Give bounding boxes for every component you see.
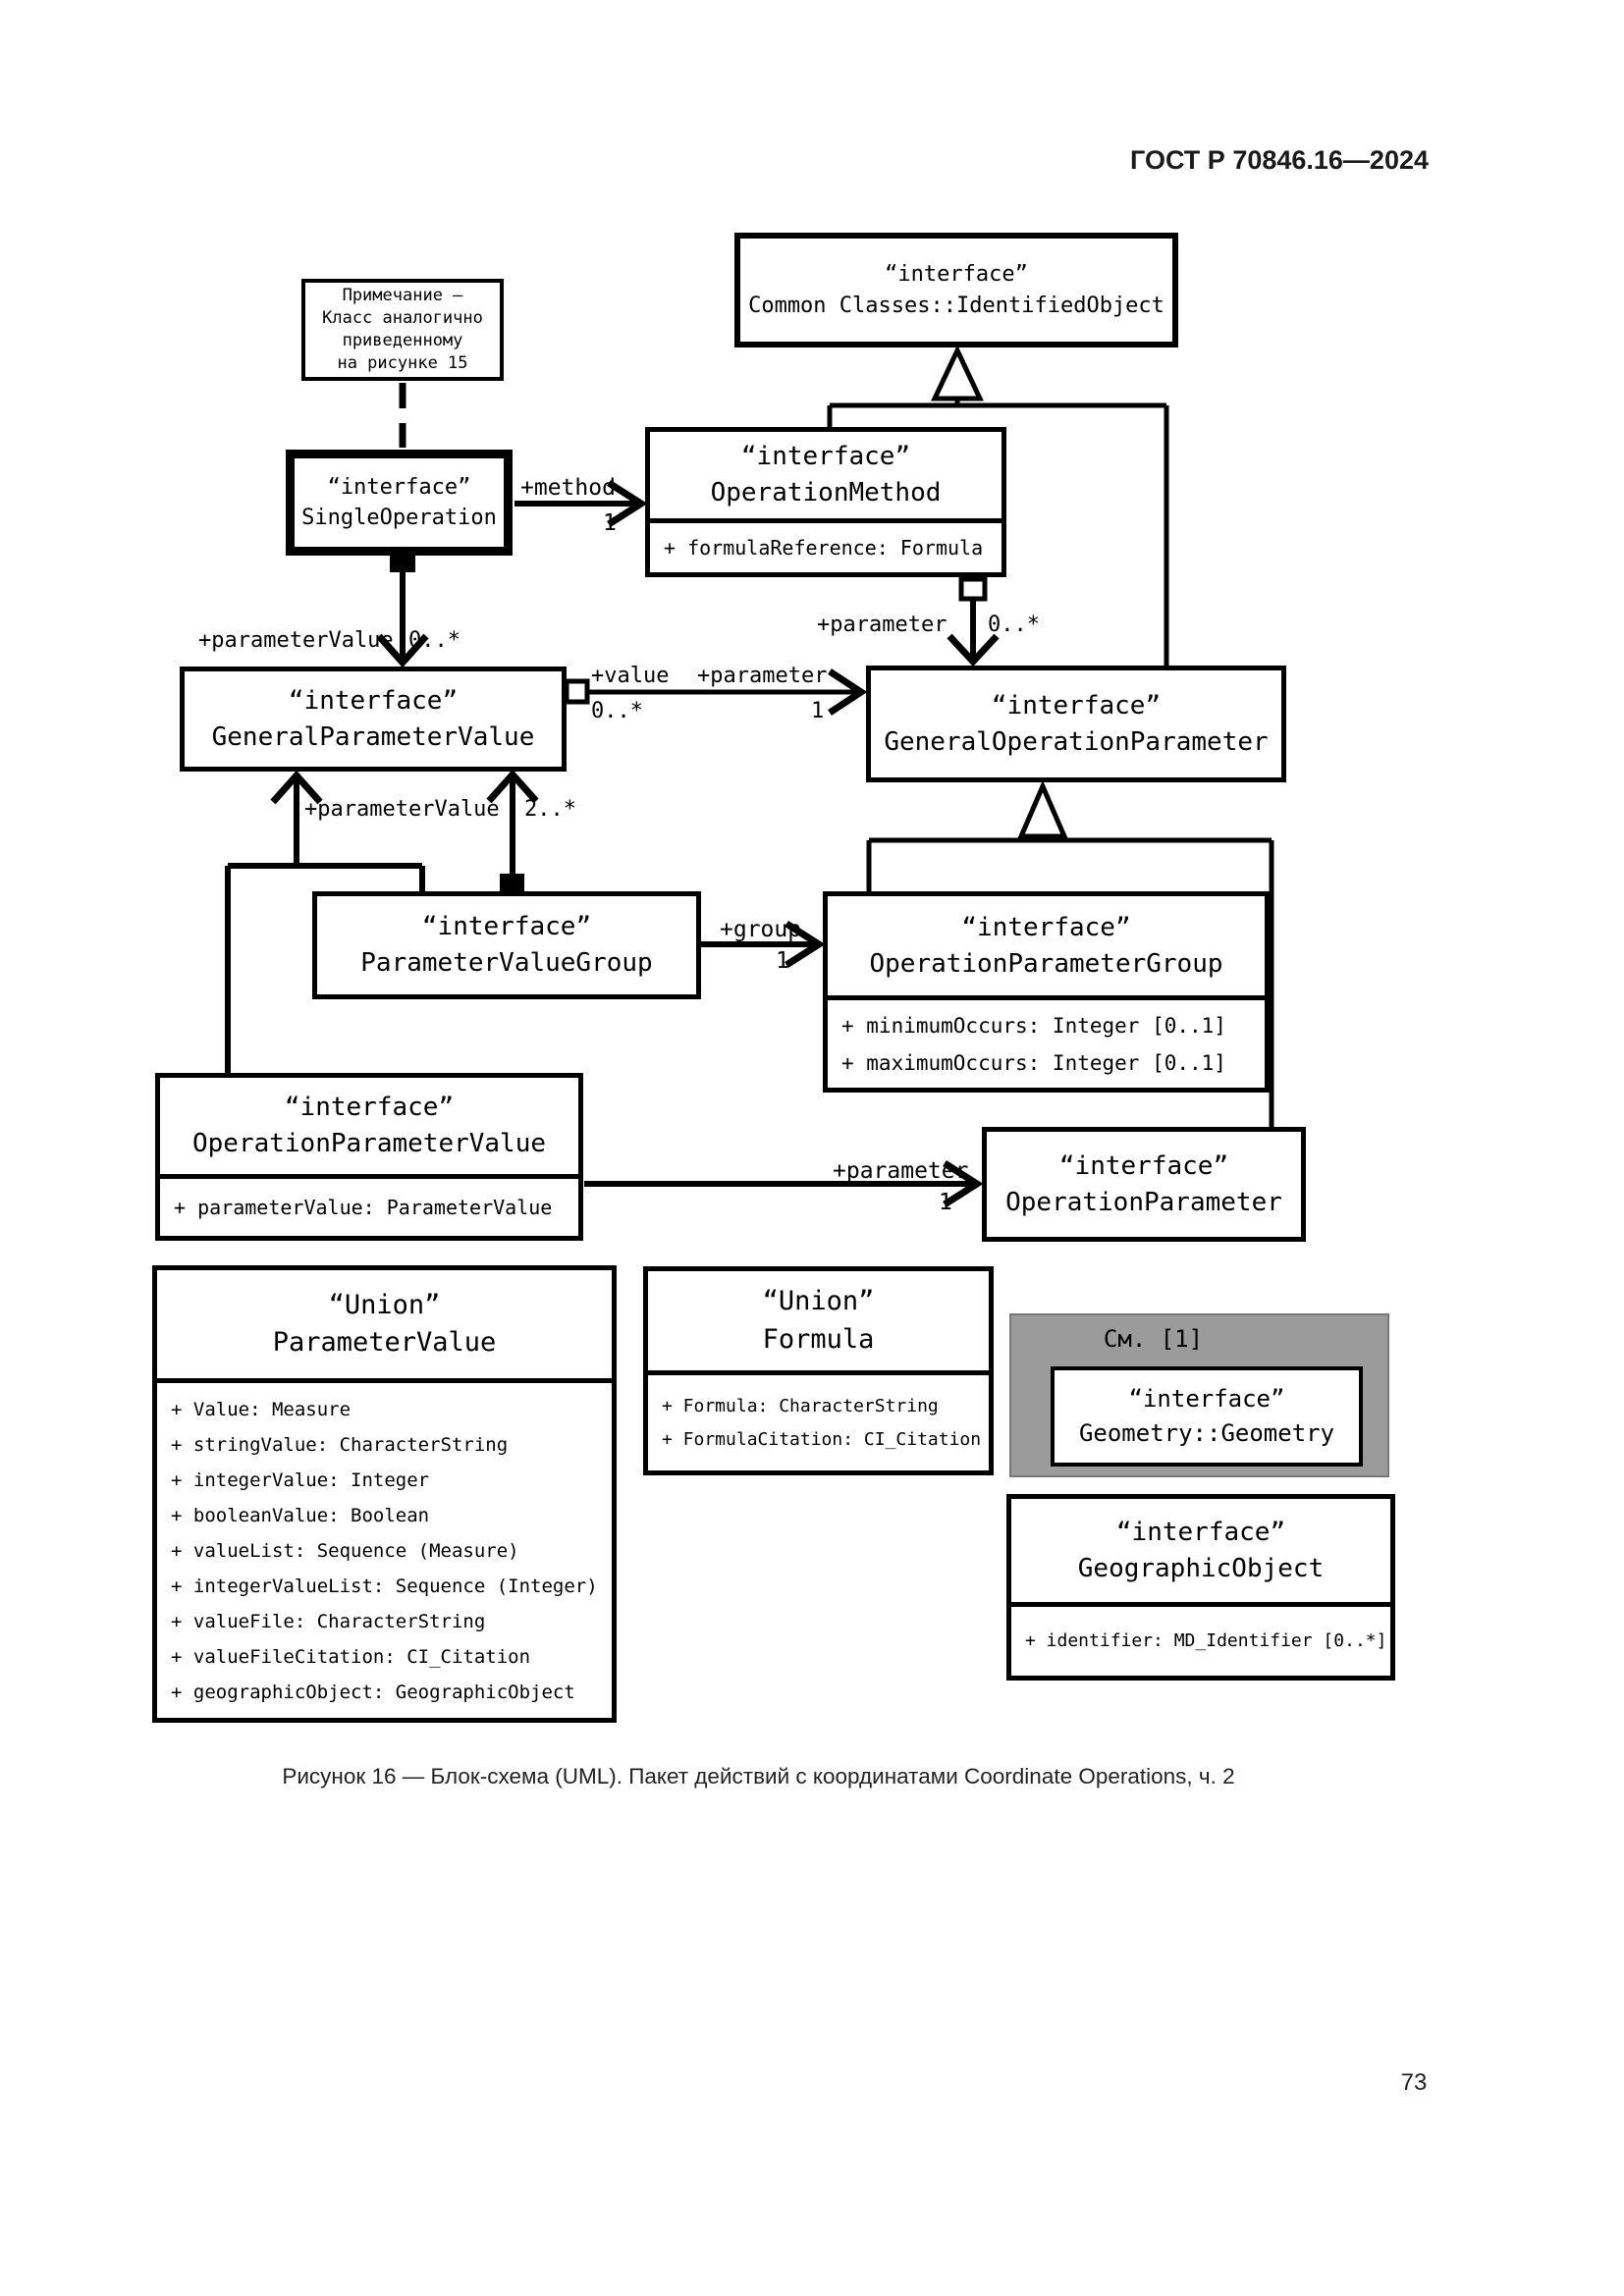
- multiplicity-label-parameter-gpv: 1: [811, 699, 825, 723]
- class-attribute: + formulaReference: Formula: [664, 536, 984, 560]
- class-attribute: + valueFile: CharacterString: [171, 1610, 486, 1632]
- class-attribute: + Value: Measure: [171, 1398, 352, 1420]
- role-label-parameter-gpv: +parameter: [697, 664, 828, 688]
- stereotype: “Union”: [328, 1289, 441, 1320]
- stereotype: “interface”: [421, 912, 592, 942]
- multiplicity-label-parametervalue-group: 2..*: [524, 797, 576, 822]
- class-identified-object: [734, 233, 1178, 347]
- multiplicity-label-value: 0..*: [591, 699, 643, 723]
- class-attribute: + integerValueList: Sequence (Integer): [171, 1575, 598, 1597]
- class-attribute: + FormulaCitation: CI_Citation: [662, 1428, 982, 1450]
- class-operation-parameter-value: [155, 1073, 583, 1241]
- class-general-parameter-value: [180, 667, 567, 772]
- class-attribute: + integerValue: Integer: [171, 1468, 430, 1491]
- class-name: OperationParameterGroup: [869, 948, 1223, 979]
- note-line: Класс аналогично: [322, 308, 483, 328]
- stereotype: “interface”: [961, 912, 1131, 942]
- stereotype: “interface”: [327, 474, 471, 500]
- multiplicity-label-method: 1: [603, 510, 617, 536]
- class-name: GeneralOperationParameter: [884, 726, 1269, 757]
- page-number: 73: [1400, 2069, 1428, 2096]
- class-attribute: + valueFileCitation: CI_Citation: [171, 1645, 531, 1668]
- role-label-parametervalue: +parameterValue: [198, 628, 394, 653]
- multiplicity-label-group: 1: [776, 948, 789, 974]
- class-attribute: + booleanValue: Boolean: [171, 1504, 430, 1526]
- class-name: OperationParameterValue: [191, 1129, 547, 1158]
- class-union-parameter-value: [152, 1265, 617, 1723]
- class-attribute: + maximumOccurs: Integer [0..1]: [841, 1050, 1226, 1075]
- class-attribute: + Formula: CharacterString: [662, 1395, 939, 1416]
- class-name: OperationMethod: [710, 478, 942, 507]
- class-name: GeographicObject: [1077, 1553, 1325, 1583]
- class-geographic-object: [1006, 1494, 1395, 1681]
- stereotype: “Union”: [762, 1286, 875, 1317]
- role-label-parametervalue-group: +parameterValue: [304, 797, 500, 822]
- composition-group-parametervalue: [489, 774, 536, 892]
- note-line: Примечание —: [342, 286, 463, 305]
- see-reference-label: См. [1]: [1103, 1325, 1204, 1353]
- role-label-parameter-opv: +parameter: [833, 1158, 969, 1184]
- class-attribute: + minimumOccurs: Integer [0..1]: [841, 1013, 1226, 1038]
- reference-panel-geometry: [1009, 1313, 1389, 1477]
- stereotype: “interface”: [991, 690, 1162, 721]
- class-attribute: + identifier: MD_Identifier [0..*]: [1025, 1630, 1387, 1651]
- class-attribute: + stringValue: CharacterString: [171, 1433, 509, 1456]
- class-name: Formula: [762, 1323, 875, 1355]
- role-label-parameter-method: +parameter: [817, 613, 947, 637]
- role-label-value: +value: [591, 664, 670, 688]
- class-attribute: + valueList: Sequence (Measure): [171, 1539, 519, 1562]
- class-name: ParameterValue: [272, 1327, 497, 1358]
- class-name: OperationParameter: [1005, 1187, 1282, 1217]
- class-operation-parameter: [982, 1127, 1306, 1242]
- stereotype: “interface”: [885, 262, 1028, 288]
- multiplicity-label-parametervalue: 0..*: [408, 628, 460, 653]
- role-label-method: +method: [520, 475, 616, 501]
- stereotype: “interface”: [740, 442, 911, 472]
- class-name: Geometry::Geometry: [1078, 1419, 1335, 1447]
- stereotype: “interface”: [1128, 1385, 1285, 1414]
- class-name: SingleOperation: [301, 506, 497, 530]
- uml-note: [301, 279, 504, 381]
- class-attribute: + geographicObject: GeographicObject: [171, 1681, 575, 1703]
- document-header: ГОСТ Р 70846.16—2024: [1130, 145, 1429, 175]
- stereotype: “interface”: [288, 685, 459, 716]
- note-line: приведенному: [342, 331, 463, 350]
- class-single-operation: [286, 450, 513, 556]
- role-label-group: +group: [720, 917, 802, 942]
- class-operation-method: [645, 427, 1006, 577]
- note-line: на рисунке 15: [337, 353, 468, 373]
- class-operation-parameter-group: [823, 891, 1270, 1093]
- class-attribute: + parameterValue: ParameterValue: [174, 1196, 553, 1219]
- figure-caption: Рисунок 16 — Блок-схема (UML). Пакет действий с координатами Coordinate Operations, ч. 2: [282, 1764, 1235, 1789]
- stereotype: “interface”: [1115, 1517, 1286, 1547]
- class-name: ParameterValueGroup: [360, 948, 653, 978]
- multiplicity-label-parameter-method: 0..*: [988, 613, 1040, 637]
- class-union-formula: [643, 1266, 994, 1475]
- multiplicity-label-parameter-opv: 1: [939, 1190, 952, 1215]
- class-name: GeneralParameterValue: [211, 721, 535, 752]
- stereotype: “interface”: [284, 1093, 455, 1123]
- class-parameter-value-group: [312, 891, 701, 999]
- class-general-operation-parameter: [866, 666, 1286, 782]
- class-geometry: [1051, 1366, 1363, 1467]
- stereotype: “interface”: [1058, 1150, 1229, 1181]
- class-name: Common Classes::IdentifiedObject: [748, 293, 1164, 318]
